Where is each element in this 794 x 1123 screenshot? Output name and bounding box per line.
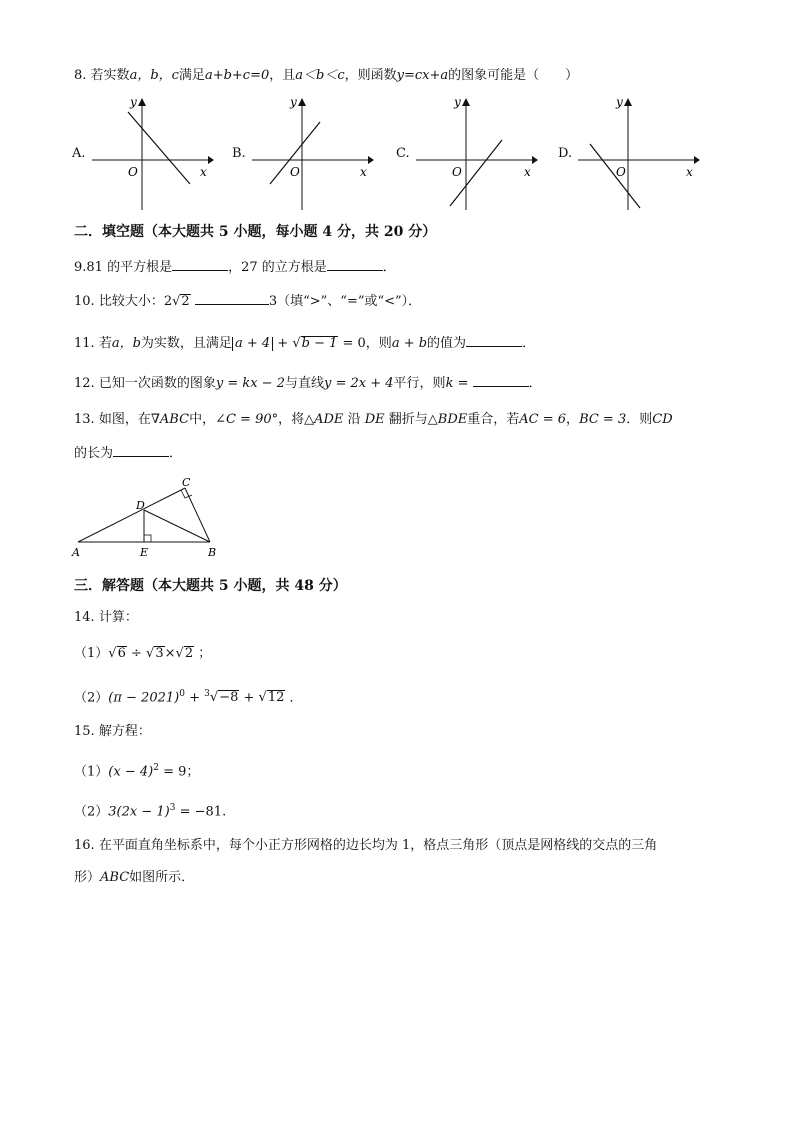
q14-p1-sqrt-2: √3 <box>146 646 164 661</box>
q13-ade: ADE <box>314 412 344 427</box>
q12-f2: y = 2x + 4 <box>324 376 394 391</box>
option-d-graph <box>558 92 708 212</box>
q11-blank[interactable] <box>466 332 522 347</box>
q14-p2-exp: 0 <box>179 689 185 699</box>
q8-text-mid: 满足 <box>178 68 205 83</box>
section-3-title: 三．解答题（本大题共 5 小题，共 48 分） <box>74 578 347 594</box>
q16-number: 16. <box>74 838 95 853</box>
q8-text-mid2: ，且 <box>269 68 296 83</box>
q11-text-3: ，则 <box>365 336 392 351</box>
q14-number: 14. <box>74 610 95 625</box>
question-13-line-1 <box>74 410 673 430</box>
q8-option-d <box>558 92 708 212</box>
fig-label-a: A <box>72 546 80 559</box>
q16-line-2a: 形） <box>74 870 101 885</box>
q14-p2-plus2: + <box>243 690 255 706</box>
question-14 <box>74 608 138 628</box>
q13-text-4: 沿 <box>347 412 361 427</box>
q14-p2-plus1: + <box>189 690 200 706</box>
q14-p1-label: （1） <box>74 646 109 661</box>
fig-label-e: E <box>140 546 149 559</box>
q10-number: 10. <box>74 294 95 309</box>
q11-sum: a + b <box>391 336 428 351</box>
q9-text-3: ． <box>382 260 396 275</box>
q15-part-1 <box>74 758 199 782</box>
q15-p1-end: ； <box>186 764 200 780</box>
q13-tri: ∇ABC <box>150 412 190 427</box>
q13-triangle-figure <box>68 474 228 564</box>
q12-number: 12. <box>74 376 95 391</box>
q14-p2-end: ． <box>289 690 303 706</box>
option-b-x: x <box>360 165 367 179</box>
q15-number: 15. <box>74 724 95 739</box>
q13-cd: CD <box>652 412 673 427</box>
question-16-line-2 <box>74 868 194 888</box>
q11-plus: + <box>277 336 289 351</box>
q15-p1-exp: 2 <box>153 763 159 773</box>
q14-p1-end: ； <box>198 646 212 661</box>
q12-text-2: 与直线 <box>284 376 324 391</box>
q15-p2-label: （2） <box>74 804 109 820</box>
q11-abs: a + 4 <box>232 337 273 351</box>
q14-p1-op1: ÷ <box>131 646 142 661</box>
fig-label-b: B <box>208 546 217 559</box>
q15-p2-exp: 3 <box>169 803 176 813</box>
q14-p1-sqrt-3: √2 <box>175 646 194 661</box>
q8-option-c <box>396 92 546 212</box>
q11-text-1: 若 <box>98 336 112 351</box>
q14-part-2 <box>74 684 303 708</box>
q8-option-b <box>232 92 382 212</box>
q12-text-4: ． <box>528 376 542 391</box>
option-a-y: y <box>130 95 137 109</box>
option-c-graph <box>396 92 546 212</box>
q13-de: DE <box>364 412 385 427</box>
question-11 <box>74 332 535 354</box>
option-a-label: A. <box>72 146 86 161</box>
fig-label-d: D <box>136 499 145 512</box>
q13-text-2: 中， <box>189 412 216 427</box>
option-a-graph <box>72 92 222 212</box>
q14-p2-idx: 3 <box>204 689 210 699</box>
question-9 <box>74 256 396 278</box>
q10-sqrt: √2 <box>172 294 190 309</box>
q13-blank[interactable] <box>113 442 169 457</box>
q13-bde: BDE <box>437 412 468 427</box>
q13-text-3: ，将△ <box>278 412 315 427</box>
q8-number: 8. <box>74 68 87 83</box>
q9-text-1: 81 的平方根是 <box>86 260 173 275</box>
option-d-x: x <box>686 165 693 179</box>
option-b-y: y <box>290 95 297 109</box>
option-c-label: C. <box>396 146 410 161</box>
q14-p2-base: (π − 2021) <box>108 690 180 706</box>
q10-coef: 2 <box>163 294 173 309</box>
q9-text-2: ，27 的立方根是 <box>228 260 327 275</box>
q13-bc: BC = 3 <box>579 412 627 427</box>
question-16-line-1 <box>74 836 657 856</box>
q11-eq0: = 0 <box>342 336 366 351</box>
q16-line-2b: 如图所示． <box>129 870 195 885</box>
q8-text-after: 的图象可能是（ ） <box>448 68 579 83</box>
q13-text-6: 重合，若 <box>467 412 520 427</box>
section-2-title: 二．填空题（本大题共 5 小题，每小题 4 分，共 20 分） <box>74 224 437 240</box>
q14-p2-label: （2） <box>74 690 109 706</box>
q15-p1-base: (x − 4) <box>108 764 154 780</box>
question-8 <box>74 66 578 86</box>
q13-angle: ∠C = 90° <box>215 412 279 427</box>
q11-ab: a，b <box>111 336 141 351</box>
q14-title: 计算： <box>98 610 138 625</box>
option-c-x: x <box>524 165 531 179</box>
q13-text-8: ．则 <box>626 412 653 427</box>
q15-p1-label: （1） <box>74 764 109 780</box>
q11-number: 11. <box>74 336 95 351</box>
q15-p1-rhs: = 9 <box>163 764 187 780</box>
question-15 <box>74 722 151 742</box>
q12-k: k = <box>445 376 469 391</box>
q10-text-2: 3（填“>”、“=”或“<”）． <box>268 294 422 309</box>
q14-p2-sqrt: √12 <box>258 690 285 706</box>
q10-text-1: 比较大小： <box>98 294 164 309</box>
q13-text-7: ， <box>566 412 580 427</box>
option-b-origin: O <box>290 165 300 179</box>
option-b-graph <box>232 92 382 212</box>
option-a-origin: O <box>128 165 138 179</box>
option-a-x: x <box>200 165 207 179</box>
q8-text-mid3: ，则函数 <box>344 68 397 83</box>
q15-p2-end: . <box>222 804 227 820</box>
option-b-label: B. <box>232 146 246 161</box>
q12-blank[interactable] <box>473 372 529 387</box>
option-c-origin: O <box>452 165 462 179</box>
option-d-y: y <box>616 95 623 109</box>
option-c-y: y <box>454 95 461 109</box>
q16-abc: ABC <box>100 870 130 885</box>
q12-f1: y = kx − 2 <box>215 376 285 391</box>
q14-p1-op2: × <box>164 646 176 661</box>
q16-line-1: 在平面直角坐标系中，每个小正方形网格的边长均为 1，格点三角形（顶点是网格线的交点的三角 <box>98 838 658 853</box>
q8-option-a <box>72 92 222 212</box>
q14-part-1 <box>74 644 211 664</box>
q11-sqrt: √b − 1 <box>292 336 338 351</box>
q13-number: 13. <box>74 412 95 427</box>
q13-text-1: 如图，在 <box>98 412 151 427</box>
q9-number: 9. <box>74 260 87 275</box>
q12-text-3: 平行，则 <box>393 376 446 391</box>
question-13-line-2 <box>74 442 182 464</box>
q8-cond1: a+b+c=0 <box>204 68 270 83</box>
q14-p1-sqrt-1: √6 <box>108 646 126 661</box>
q13-line2-text: 的长为 <box>74 446 114 461</box>
q10-blank[interactable] <box>195 290 269 305</box>
q15-part-2 <box>74 798 226 822</box>
q14-p2-cbrt: √−8 <box>209 690 239 706</box>
q8-func: y=cx+a <box>396 68 449 83</box>
question-12 <box>74 372 542 394</box>
q8-vars: a，b，c <box>129 68 179 83</box>
q9-blank-2[interactable] <box>327 256 383 271</box>
q13-text-5: 翻折与△ <box>388 412 438 427</box>
q15-p2-rhs: = −81 <box>179 804 223 820</box>
q11-text-4: 的值为 <box>427 336 467 351</box>
q9-blank-1[interactable] <box>172 256 228 271</box>
option-d-label: D. <box>558 146 573 161</box>
q13-line2-end: ． <box>169 446 183 461</box>
question-10 <box>74 290 421 312</box>
fig-label-c: C <box>182 476 191 489</box>
q15-title: 解方程： <box>98 724 151 739</box>
q8-cond2: a＜b＜c <box>295 68 345 83</box>
option-d-origin: O <box>616 165 626 179</box>
q8-text-before: 若实数 <box>90 68 130 83</box>
q11-text-5: ． <box>522 336 536 351</box>
q11-text-2: 为实数，且满足 <box>140 336 232 351</box>
q13-ac: AC = 6 <box>519 412 567 427</box>
q15-p2-base: 3(2x − 1) <box>108 804 170 820</box>
q12-text-1: 已知一次函数的图象 <box>98 376 216 391</box>
